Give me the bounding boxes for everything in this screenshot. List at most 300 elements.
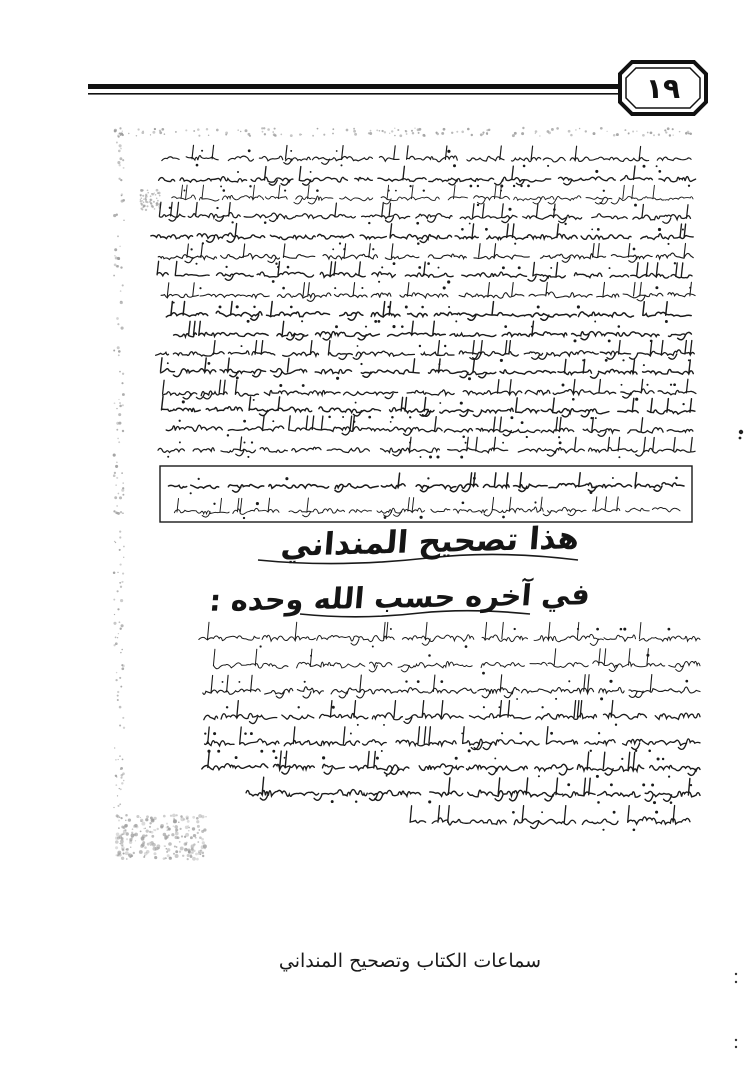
- ink-dot: [658, 228, 661, 231]
- ink-dot: [217, 750, 220, 753]
- handwriting-line: [157, 261, 692, 283]
- scan-speck: [397, 129, 399, 131]
- ink-dot: [353, 420, 355, 422]
- scan-speck: [151, 205, 154, 208]
- scan-speck: [628, 132, 630, 134]
- scan-speck: [272, 131, 274, 133]
- handwriting-stroke: [204, 701, 700, 724]
- ink-dot: [376, 757, 379, 760]
- ink-dot: [595, 170, 598, 173]
- ink-dot: [409, 185, 411, 187]
- handwriting-stroke: [174, 321, 692, 340]
- scan-speck: [119, 157, 122, 160]
- scan-speck: [132, 828, 134, 830]
- scan-speck: [121, 489, 124, 492]
- scan-speck: [185, 129, 187, 131]
- scan-speck: [118, 493, 120, 495]
- scan-speck: [154, 128, 156, 130]
- scan-speck: [164, 133, 166, 135]
- scan-speck: [113, 214, 116, 217]
- scan-speck: [140, 197, 142, 199]
- ink-dot: [208, 362, 211, 365]
- ink-dot: [447, 150, 450, 153]
- scan-speck: [166, 858, 167, 859]
- ink-dot: [504, 325, 507, 328]
- scan-speck: [186, 817, 189, 820]
- scan-speck: [128, 818, 131, 821]
- scan-speck: [119, 817, 120, 818]
- scan-speck: [163, 815, 166, 818]
- ink-dot: [231, 221, 233, 223]
- scan-speck: [164, 845, 165, 846]
- scan-speck: [317, 128, 319, 130]
- scan-speck: [119, 402, 121, 404]
- scan-speck: [126, 848, 129, 851]
- handwriting-line: [410, 806, 690, 832]
- ink-dot: [591, 228, 593, 230]
- scan-speck: [140, 200, 142, 202]
- handwriting-line: [166, 302, 691, 323]
- ink-dot: [537, 306, 540, 309]
- scan-speck: [116, 672, 117, 673]
- scan-speck: [119, 530, 121, 532]
- ink-dot: [473, 477, 476, 480]
- scan-speck: [441, 132, 444, 135]
- scan-speck: [143, 828, 144, 829]
- scan-speck: [130, 847, 131, 848]
- ink-dot: [298, 706, 300, 708]
- manuscript-handwriting: [151, 145, 700, 831]
- scan-speck: [391, 130, 393, 132]
- scan-speck: [653, 134, 655, 136]
- scan-speck: [116, 505, 117, 506]
- scan-speck: [172, 814, 176, 818]
- scan-speck: [570, 134, 573, 137]
- scan-speck: [679, 131, 681, 133]
- ink-dot: [689, 287, 691, 289]
- scan-speck: [346, 129, 349, 132]
- ink-dot: [618, 456, 620, 458]
- ink-dot: [368, 416, 371, 419]
- scan-speck: [145, 828, 146, 829]
- ink-dot: [392, 325, 395, 328]
- scan-speck: [120, 840, 124, 844]
- scan-speck: [126, 832, 129, 835]
- ink-dot: [514, 243, 516, 245]
- scan-speck: [119, 582, 121, 584]
- ink-dot: [643, 165, 646, 168]
- ink-dot: [282, 287, 285, 290]
- ink-dot: [336, 150, 338, 152]
- scan-speck: [147, 192, 149, 194]
- scan-speck: [140, 189, 143, 192]
- scan-speck: [585, 130, 587, 132]
- ink-dot: [417, 680, 420, 683]
- ink-dot: [468, 749, 471, 752]
- ink-dot: [494, 757, 496, 759]
- page-caption: سماعات الكتاب وتصحيح المنداني: [278, 950, 542, 972]
- handwriting-stroke: [410, 806, 690, 829]
- scan-speck: [146, 850, 150, 854]
- ink-dot: [646, 654, 649, 657]
- scan-speck: [175, 832, 179, 836]
- scan-speck: [114, 614, 115, 615]
- ink-dot: [453, 164, 456, 167]
- scan-speck: [119, 706, 122, 709]
- scan-speck: [197, 841, 199, 843]
- scan-speck: [119, 405, 122, 408]
- ink-dot: [335, 325, 338, 328]
- scan-speck: [120, 767, 123, 770]
- ink-dot: [334, 287, 336, 289]
- ink-dot: [531, 326, 533, 328]
- scan-speck: [118, 350, 121, 353]
- scan-speck: [113, 474, 116, 477]
- scan-speck: [150, 202, 152, 204]
- scan-speck: [113, 599, 115, 601]
- handwriting-line: [213, 649, 700, 675]
- scan-speck: [156, 847, 159, 850]
- ink-dot: [618, 325, 621, 328]
- ink-dot: [673, 383, 676, 386]
- scan-speck: [399, 134, 402, 137]
- scan-speck: [143, 198, 145, 200]
- ink-dot: [483, 706, 485, 708]
- ink-dot: [260, 750, 263, 753]
- ink-dot: [401, 325, 404, 328]
- scan-speck: [118, 759, 119, 760]
- ink-dot: [241, 345, 243, 347]
- scan-speck: [176, 846, 178, 848]
- handwriting-stroke: [161, 358, 694, 378]
- ink-dot: [508, 208, 511, 211]
- scan-speck: [261, 127, 263, 129]
- scan-speck: [119, 843, 120, 844]
- scan-speck: [122, 131, 123, 132]
- scan-speck: [579, 128, 581, 130]
- scan-speck: [202, 855, 204, 857]
- ink-dot: [237, 171, 239, 173]
- scan-speck: [119, 536, 121, 538]
- scan-speck: [175, 854, 179, 858]
- ink-dot: [423, 189, 425, 191]
- ink-dot: [621, 384, 623, 386]
- ink-dot: [590, 750, 592, 752]
- scan-speck: [121, 837, 123, 839]
- scan-speck: [120, 817, 122, 819]
- ink-dot: [421, 306, 424, 309]
- scan-speck: [113, 275, 115, 277]
- ink-dot: [658, 170, 661, 173]
- handwriting-stroke: [159, 202, 690, 223]
- scan-speck: [642, 134, 645, 137]
- ink-dot: [383, 724, 385, 726]
- scan-speck: [379, 130, 381, 132]
- scan-speck: [141, 131, 144, 134]
- scan-speck: [118, 178, 120, 180]
- ink-dot: [688, 185, 690, 187]
- scan-speck: [129, 841, 132, 844]
- scan-speck: [153, 852, 156, 855]
- ink-dot: [372, 248, 374, 250]
- scan-speck: [119, 724, 121, 726]
- scan-speck: [116, 317, 119, 320]
- ink-dot: [521, 421, 524, 424]
- ink-dot: [518, 266, 521, 269]
- handwriting-line: [169, 473, 685, 495]
- scan-speck: [147, 189, 149, 191]
- ink-dot: [360, 363, 362, 365]
- ink-dot: [275, 756, 278, 759]
- scan-speck: [159, 195, 161, 197]
- handwriting-line: [199, 622, 700, 648]
- ink-dot: [541, 706, 543, 708]
- ink-dot: [195, 263, 197, 265]
- ink-dot: [465, 442, 467, 444]
- scan-speck: [274, 128, 276, 130]
- scan-speck: [113, 807, 114, 808]
- scan-speck: [183, 818, 185, 820]
- ink-dot: [310, 171, 312, 173]
- handwriting-stroke: [166, 416, 693, 437]
- scan-speck: [422, 134, 425, 137]
- ink-dot: [558, 436, 560, 438]
- ink-dot: [455, 320, 457, 322]
- scan-speck: [182, 855, 184, 857]
- scan-speck: [312, 135, 314, 137]
- handwriting-stroke: [157, 261, 692, 281]
- ink-dot: [198, 478, 200, 480]
- ink-dot: [567, 783, 570, 786]
- handwriting-line: [204, 727, 700, 753]
- scan-speck: [201, 838, 204, 841]
- handwriting-stroke: [151, 224, 693, 243]
- scan-speck: [146, 201, 148, 203]
- ink-dot: [322, 756, 325, 759]
- scan-speck: [118, 441, 120, 443]
- scan-speck: [189, 854, 192, 857]
- scan-speck: [624, 129, 626, 131]
- ink-dot: [167, 362, 169, 364]
- scan-speck: [187, 854, 190, 857]
- ink-dot: [179, 441, 181, 443]
- scan-speck: [139, 850, 143, 854]
- ink-dot: [465, 645, 468, 648]
- handwriting-stroke: [161, 282, 695, 301]
- ink-dot: [685, 680, 688, 683]
- scan-speck: [184, 836, 186, 838]
- handwriting-line: [156, 341, 695, 362]
- scan-speck: [606, 131, 607, 132]
- ink-dot: [388, 190, 390, 192]
- scan-speck: [156, 189, 159, 192]
- handwriting-line: [203, 675, 700, 701]
- scan-speck: [145, 209, 147, 211]
- scan-speck: [160, 824, 164, 828]
- ink-dot: [331, 800, 334, 803]
- ink-dot: [226, 706, 228, 708]
- handwriting-stroke: [169, 473, 685, 493]
- handwriting-stroke: [159, 166, 696, 185]
- scan-speck: [175, 131, 177, 133]
- ink-dot: [455, 757, 458, 760]
- ink-dot: [236, 305, 239, 308]
- ink-dot: [272, 280, 275, 283]
- scan-speck: [616, 133, 619, 136]
- scan-speck: [125, 820, 126, 821]
- scan-speck: [443, 128, 446, 131]
- ink-dot: [574, 339, 577, 342]
- scan-speck: [274, 134, 277, 137]
- ink-dot: [460, 456, 463, 459]
- ink-dot: [534, 501, 536, 503]
- scan-speck: [120, 833, 122, 835]
- scan-speck: [123, 546, 125, 548]
- scan-speck: [117, 795, 118, 796]
- scan-speck: [202, 841, 205, 844]
- handwriting-stroke: [213, 649, 700, 672]
- ink-dot: [447, 280, 450, 283]
- scan-speck: [486, 133, 488, 135]
- scan-speck: [394, 128, 395, 129]
- ink-dot: [357, 345, 359, 347]
- handwriting-line: [158, 437, 695, 459]
- scan-speck: [180, 846, 184, 850]
- scan-speck: [551, 128, 554, 131]
- ink-dot: [390, 628, 392, 630]
- scan-speck: [332, 128, 334, 130]
- scan-speck: [263, 127, 265, 129]
- scan-speck: [145, 200, 146, 201]
- ink-dot: [502, 442, 504, 444]
- scan-speck: [117, 265, 120, 268]
- ink-dot: [253, 306, 255, 308]
- scan-speck: [436, 132, 438, 134]
- scan-speck: [120, 599, 123, 602]
- handwriting-stroke: [199, 622, 700, 645]
- ink-dot: [440, 680, 443, 683]
- ink-dot: [167, 456, 169, 458]
- scan-speck: [370, 130, 372, 132]
- scan-speck: [178, 822, 180, 824]
- ink-dot: [670, 801, 673, 804]
- ink-dot: [213, 503, 215, 505]
- ink-dot: [613, 811, 616, 814]
- scan-speck: [119, 549, 121, 551]
- scan-speck: [141, 837, 145, 841]
- scan-speck: [669, 134, 671, 136]
- scan-speck: [405, 130, 407, 132]
- ink-dot: [668, 628, 671, 631]
- scan-speck: [174, 845, 176, 847]
- ink-dot: [220, 185, 222, 187]
- scan-speck: [119, 144, 122, 147]
- ink-dot: [247, 320, 250, 323]
- scan-speck: [177, 836, 180, 839]
- scan-speck: [122, 482, 123, 483]
- scan-speck: [117, 572, 118, 573]
- scan-speck: [192, 827, 195, 830]
- ink-dot: [386, 775, 388, 777]
- ink-dot: [514, 628, 516, 630]
- ink-dot: [562, 384, 565, 387]
- ink-dot: [468, 377, 471, 380]
- scan-speck: [122, 759, 124, 761]
- scan-speck: [153, 201, 155, 203]
- scan-speck: [117, 346, 120, 349]
- scan-speck: [240, 131, 241, 132]
- manuscript-heading-1: هذا تصحيح المنداني: [279, 520, 581, 564]
- scan-speck: [113, 622, 116, 625]
- handwriting-stroke: [172, 185, 693, 204]
- scan-speck: [650, 132, 653, 135]
- scan-speck: [150, 844, 152, 846]
- handwriting-stroke: [158, 244, 693, 263]
- scan-speck: [122, 373, 124, 375]
- ink-dot: [316, 189, 319, 192]
- handwriting-line: [202, 751, 700, 778]
- scan-speck: [198, 814, 202, 818]
- header-rule: [88, 84, 624, 95]
- scan-speck: [116, 833, 120, 837]
- ink-dot: [513, 185, 515, 187]
- ink-dot: [277, 266, 279, 268]
- ink-dot: [577, 628, 579, 630]
- ink-dot: [668, 775, 670, 777]
- scan-speck: [168, 828, 171, 831]
- scan-speck: [122, 393, 125, 396]
- scan-speck: [535, 130, 538, 133]
- scan-speck: [262, 131, 264, 133]
- scan-speck: [467, 128, 470, 131]
- ink-dot: [248, 149, 251, 152]
- handwriting-stroke: [203, 675, 700, 698]
- ink-dot: [635, 398, 638, 401]
- scan-speck: [116, 814, 119, 817]
- ink-dot: [510, 416, 513, 419]
- scan-speck: [151, 835, 154, 838]
- handwriting-line: [204, 701, 700, 726]
- handwriting-stroke: [174, 497, 680, 517]
- scan-speck: [115, 836, 118, 839]
- scan-speck: [480, 133, 483, 136]
- ink-dot: [590, 491, 593, 494]
- ink-dot: [381, 750, 383, 752]
- scan-speck: [120, 777, 122, 779]
- scan-speck: [149, 826, 151, 828]
- ink-dot: [378, 281, 380, 283]
- scan-speck: [151, 193, 153, 195]
- ink-dot: [643, 364, 645, 366]
- ink-dot: [568, 680, 570, 682]
- ink-dot: [469, 223, 471, 225]
- handwriting-line: [161, 358, 694, 381]
- scan-speck: [137, 128, 139, 130]
- scan-speck: [389, 133, 390, 134]
- ink-dot: [608, 339, 611, 342]
- scan-speck: [118, 827, 120, 829]
- scan-speck: [117, 235, 119, 237]
- ink-dot: [651, 784, 654, 787]
- scan-speck: [190, 836, 193, 839]
- scan-speck: [149, 822, 151, 824]
- scan-speck: [237, 129, 239, 131]
- ink-dot: [597, 228, 600, 231]
- scan-speck: [118, 819, 120, 821]
- ink-dot: [612, 477, 614, 479]
- ink-dot: [634, 204, 637, 207]
- scan-speck: [144, 846, 147, 849]
